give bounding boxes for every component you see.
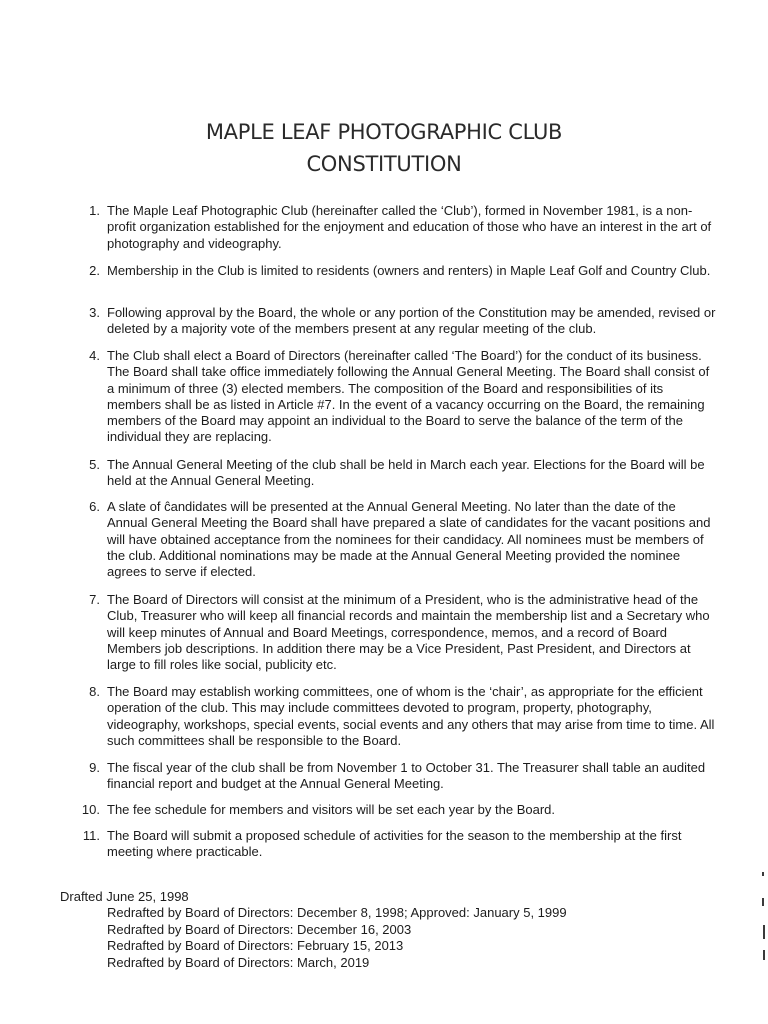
article-number: 8. — [89, 684, 100, 699]
redraft-entry: Redrafted by Board of Directors: March, 2019 — [107, 955, 370, 970]
article-number: 5. — [89, 457, 100, 472]
article-text: The Maple Leaf Photographic Club (hereinafter called the ‘Club’), formed in November 1981, is a non-profit organization established for the enjoyment and education of those who have an interest in the art of photography and videography. — [107, 203, 712, 251]
article-text: The Annual General Meeting of the club shall be held in March each year. Elections for the Board will be held at the Annual General Meeting. — [107, 457, 705, 489]
drafted-date: Drafted June 25, 1998 — [60, 889, 189, 904]
document-title — [0, 116, 768, 180]
title-club-name: MAPLE LEAF PHOTOGRAPHIC CLUB — [205, 120, 563, 144]
title-constitution: CONSTITUTION — [306, 152, 462, 176]
article-number: 1. — [89, 203, 100, 218]
redraft-entry: Redrafted by Board of Directors: December 16, 2003 — [107, 922, 412, 937]
article-number: 6. — [89, 499, 100, 514]
scan-mark — [763, 950, 765, 960]
redraft-entry: Redrafted by Board of Directors: December 8, 1998; Approved: January 5, 1999 — [107, 905, 567, 920]
article-number: 11. — [82, 828, 100, 843]
article-number: 9. — [89, 760, 100, 775]
article-number: 10. — [81, 802, 100, 817]
scan-mark — [763, 925, 765, 939]
article-text: The Club shall elect a Board of Directors (hereinafter called ‘The Board’) for the conduct of its business. The Board shall take office immediately following the Annual General Meeting. The Board shall consist of a minimum of three (3) elected members. The composition of the Board and responsibilities of its members shall be as listed in Article #7. In the event of a vacancy occurring on the Board, the remaining members of the Board may appoint an individual to the Board to serve the balance of the term of the individual they are replacing. — [107, 348, 710, 445]
article-text: The Board of Directors will consist at the minimum of a President, who is the administrative head of the Club, Treasurer who will keep all financial records and maintain the membership list and a Secretary who will keep minutes of Annual and Board Meetings, correspondence, memos, and a record of Board Members job descriptions. In addition there may be a Vice President, Past President, and Directors at large to fill roles like social, publicity etc. — [107, 592, 710, 673]
article-text: The Board may establish working committees, one of whom is the ‘chair’, as appropriate for the efficient operation of the club. This may include committees devoted to program, property, photography, videography, workshops, special events, social events and any others that may arise from time to time. All such committees shall be responsible to the Board. — [107, 684, 715, 748]
article-text: The fiscal year of the club shall be from November 1 to October 31. The Treasurer shall table an audited financial report and budget at the Annual General Meeting. — [107, 760, 706, 792]
article-text: The Board will submit a proposed schedule of activities for the season to the membership at the first meeting where practicable. — [107, 828, 682, 860]
article-number: 3. — [89, 305, 100, 320]
article-text: A slate of ĉandidates will be presented at the Annual General Meeting. No later than the date of the Annual General Meeting the Board shall have prepared a slate of candidates for the vacant positions and will have obtained acceptance from the nominees for their candidacy. All nominees must be members of the club. Additional nominations may be made at the Annual General Meeting provided the nominee agrees to serve if elected. — [107, 499, 711, 580]
scan-mark — [762, 872, 764, 876]
article-number: 4. — [89, 348, 100, 363]
article-number: 7. — [89, 592, 100, 607]
redraft-entry: Redrafted by Board of Directors: February 15, 2013 — [107, 938, 404, 953]
article-text: The fee schedule for members and visitors will be set each year by the Board. — [107, 802, 555, 817]
article-text: Membership in the Club is limited to residents (owners and renters) in Maple Leaf Golf and Country Club. — [107, 263, 711, 278]
article-number: 2. — [89, 263, 100, 278]
scan-mark — [762, 898, 764, 906]
article-text: Following approval by the Board, the whole or any portion of the Constitution may be amended, revised or deleted by a majority vote of the members present at any regular meeting of the club. — [107, 305, 716, 337]
